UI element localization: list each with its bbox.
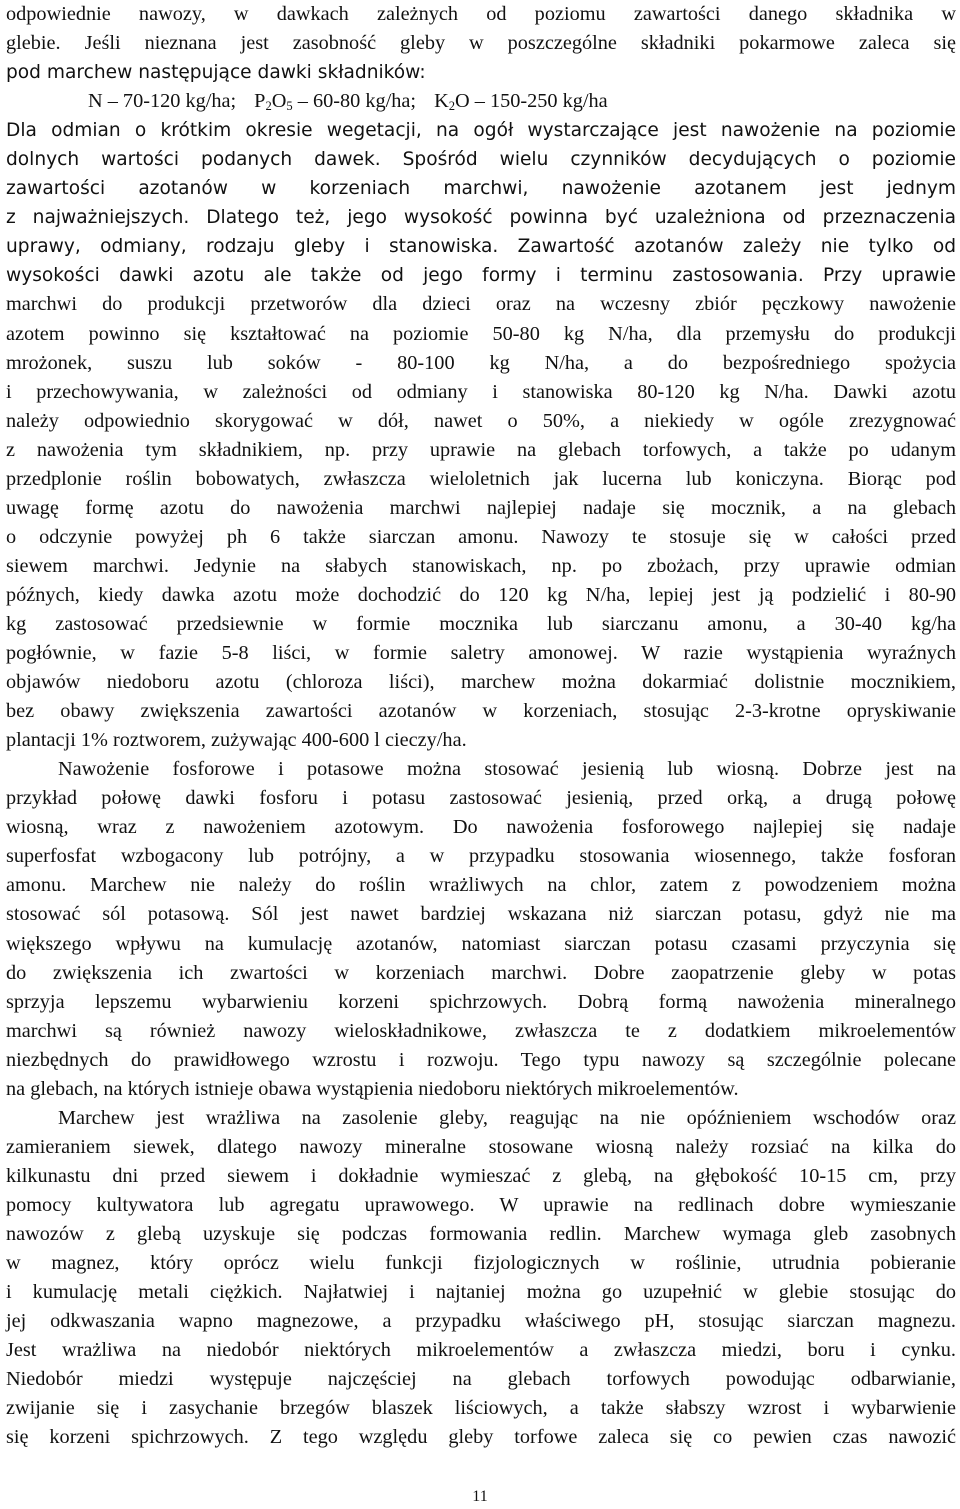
- potassium-dose: $K_2O - 150-250$ kg/ha: [434, 90, 608, 114]
- text-line: się korzeni spichrzowych. Z tego względu gleby torfowe zaleca się co pewien czas nawozić: [6, 1426, 956, 1449]
- text-line: objawów niedoboru azotu (chloroza liści), marchew można dokarmiać dolistnie mocznikiem,: [6, 671, 956, 694]
- document-page: [6, 0, 956, 1452]
- text-line: pogłównie, w fazie 5-8 liści, w formie saletry amonowej. W razie wystąpienia wyraźnych: [6, 642, 956, 665]
- text-line: marchwi są również nawozy wieloskładnikowe, zwłaszcza te z dodatkiem mikroelementów: [6, 1019, 956, 1042]
- text-line: kg zastosować przedsiewnie w formie mocznika lub siarczanu amonu, a 30-40 kg/ha: [6, 612, 956, 635]
- text-line: siewem marchwi. Jedynie na słabych stanowiskach, np. po zbożach, przy uprawie odmian: [6, 554, 956, 577]
- text-line: superfosfat wzbogacony lub potrójny, a w przypadku stosowania wiosennego, także fosforan: [6, 845, 956, 868]
- text-line: odpowiednie nawozy, w dawkach zależnych od poziomu zawartości danego składnika w: [6, 3, 956, 25]
- text-line: przedplonie roślin bobowatych, zwłaszcza wieloletnich jak lucerna lub koniczyna. Biorąc pod: [6, 467, 956, 490]
- paragraph-first-line: Marchew jest wrażliwa na zasolenie gleby, reagując na nie opóźnieniem wschodów oraz: [58, 1106, 956, 1129]
- text-line: zamieraniem siewek, dlatego nawozy mineralne stosowane wiosną należy rozsiać na kilka do: [6, 1135, 956, 1158]
- text-line: i kumulację metali ciężkich. Najłatwiej i najtaniej można go uzupełnić w glebie stosując do: [6, 1281, 956, 1304]
- text-line: nawozów z glebą uzyskuje się podczas formowania redlin. Marchew wymaga gleb zasobnych: [6, 1222, 956, 1245]
- text-line: plantacji 1% roztworem, zużywając 400-600 l cieczy/ha.: [6, 729, 467, 752]
- text-line: sprzyja lepszemu wybarwieniu korzeni spichrzowych. Dobrą formą nawożenia mineralnego: [6, 990, 956, 1013]
- text-line: przykład połowę dawki fosforu i potasu zastosować jesienią, przed orką, a drugą połowę: [6, 787, 956, 810]
- text-line: z najważniejszych. Dlatego też, jego wysokość powinna być uzależniona od przeznaczenia: [6, 207, 956, 229]
- text-line: mrożonek, suszu lub soków - 80-100 kg N/ha, a do bezpośredniego spożycia: [6, 351, 956, 374]
- text-line: pomocy kultywatora lub agregatu uprawowego. W uprawie na redlinach dobre wymieszanie: [6, 1193, 956, 1216]
- text-line: kilkunastu dni przed siewem i dokładnie wymieszać z glebą, na głębokość 10-15 cm, przy: [6, 1164, 956, 1187]
- text-line: na glebach, na których istnieje obawa wystąpienia niedoboru niektórych mikroelementów.: [6, 1077, 739, 1100]
- text-line: o odczynie powyżej ph 6 także siarczan amonu. Nawozy te stosuje się w całości przed: [6, 525, 956, 548]
- text-line: do zwiększenia ich zwartości w korzeniach marchwi. Dobre zaopatrzenie gleby w potas: [6, 961, 956, 984]
- text-line: Niedobór miedzi występuje najczęściej na glebach torfowych powodując odbarwianie,: [6, 1368, 956, 1391]
- text-line: należy odpowiednio skorygować w dół, nawet o 50%, a niekiedy w ogóle zrezygnować: [6, 409, 956, 432]
- text-line: późnych, kiedy dawka azotu może dochodzić do 120 kg N/ha, lepiej jest ją podzielić i 80-90: [6, 583, 956, 606]
- paragraph-first-line: Nawożenie fosforowe i potasowe można stosować jesienią lub wiosną. Dobrze jest na: [58, 758, 956, 781]
- text-line: zawartości azotanów w korzeniach marchwi, nawożenie azotanem jest jednym: [6, 178, 956, 200]
- text-line: marchwi do produkcji przetworów dla dzieci oraz na wczesny zbiór pęczkowy nawożenie: [6, 293, 956, 316]
- text-line: uwagę formę azotu do nawożenia marchwi najlepiej nadaje się mocznik, a na glebach: [6, 496, 956, 519]
- text-line: z nawożenia tym składnikiem, np. przy uprawie na glebach torfowych, a także po udanym: [6, 438, 956, 461]
- text-line: jej odkwaszania wapno magnezowe, a przypadku właściwego pH, stosując siarczan magnezu.: [6, 1310, 956, 1333]
- text-line: stosować sól potasową. Sól jest nawet bardziej wskazana niż siarczan potasu, gdyż nie ma: [6, 903, 956, 926]
- text-line: zwijanie się i zasychanie brzegów blaszek liściowych, a także słabszy wzrost i wybarwienie: [6, 1397, 956, 1420]
- page-number: 11: [472, 1488, 488, 1505]
- nitrogen-dose: N – 70-120 kg/ha;: [88, 90, 237, 113]
- text-line: azotem powinno się kształtować na poziomie 50-80 kg N/ha, dla przemysłu do produkcji: [6, 322, 956, 345]
- phosphorus-dose: $P_2O_5 - 60-80$ kg/ha;: [254, 90, 417, 114]
- text-line: Jest wrażliwa na niedobór niektórych mikroelementów a zwłaszcza miedzi, boru i cynku.: [6, 1339, 956, 1362]
- text-line: bez obawy zwiększenia zawartości azotanów w korzeniach, stosując 2-3-krotne opryskiwanie: [6, 700, 956, 723]
- text-line: wiosną, wraz z nawożeniem azotowym. Do nawożenia fosforowego najlepiej się nadaje: [6, 816, 956, 839]
- text-line: większego wpływu na kumulację azotanów, natomiast siarczan potasu czasami przyczynia się: [6, 932, 956, 955]
- text-line: wysokości dawki azotu ale także od jego formy i terminu zastosowania. Przy uprawie: [6, 265, 956, 287]
- text-line: niezbędnych do prawidłowego wzrostu i rozwoju. Tego typu nawozy są szczególnie polecane: [6, 1048, 956, 1071]
- text-line: glebie. Jeśli nieznana jest zasobność gleby w poszczególne składniki pokarmowe zaleca się: [6, 32, 956, 55]
- text-line: uprawy, odmiany, rodzaju gleby i stanowiska. Zawartość azotanów zależy nie tylko od: [6, 236, 956, 258]
- text-line: w magnez, który oprócz wielu funkcji fizjologicznych w roślinie, utrudnia pobieranie: [6, 1252, 956, 1275]
- text-line: Dla odmian o krótkim okresie wegetacji, na ogół wystarczające jest nawożenie na poziomie: [6, 120, 956, 142]
- text-line: i przechowywania, w zależności od odmiany i stanowiska 80-120 kg N/ha. Dawki azotu: [6, 380, 956, 403]
- text-line: dolnych wartości podanych dawek. Spośród wielu czynników decydujących o poziomie: [6, 149, 956, 171]
- nutrient-doses-line: [6, 87, 956, 116]
- text-line: amonu. Marchew nie należy do roślin wrażliwych na chlor, zatem z powodzeniem można: [6, 874, 956, 897]
- text-line: pod marchew następujące dawki składników:: [6, 62, 426, 84]
